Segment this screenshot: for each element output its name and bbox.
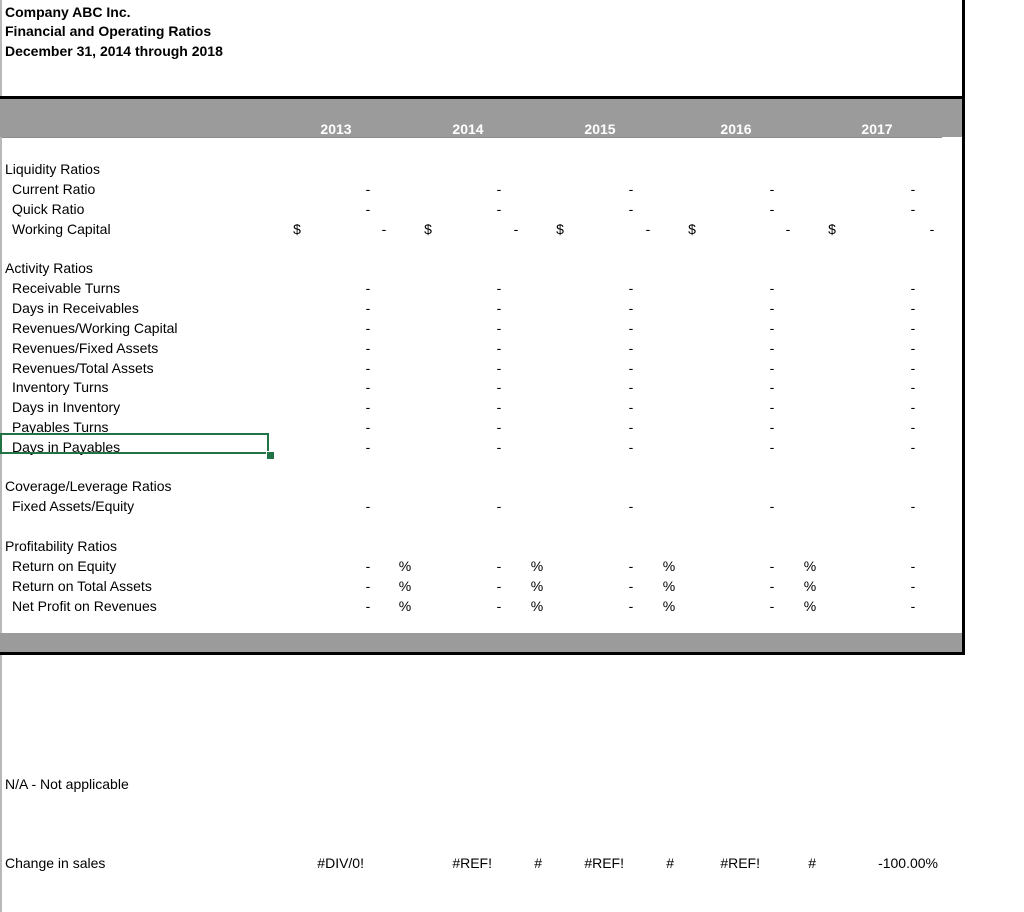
value-dash-cell[interactable]: - bbox=[910, 578, 916, 594]
value-dash-cell[interactable]: - bbox=[910, 439, 916, 455]
value-dash-cell[interactable]: - bbox=[496, 399, 502, 415]
value-dash-cell[interactable]: - bbox=[365, 181, 371, 197]
value-dash-cell[interactable]: - bbox=[628, 280, 634, 296]
value-dash-cell[interactable]: - bbox=[496, 439, 502, 455]
report-period[interactable]: December 31, 2014 through 2018 bbox=[5, 43, 223, 59]
value-dash-cell[interactable]: - bbox=[769, 439, 775, 455]
value-dash-cell[interactable]: - bbox=[910, 340, 916, 356]
value-dash-cell[interactable]: - bbox=[496, 598, 502, 614]
change-in-sales-value[interactable]: -100.00% bbox=[878, 855, 938, 871]
value-dash-cell[interactable]: - bbox=[365, 498, 371, 514]
value-dash-cell[interactable]: - bbox=[496, 201, 502, 217]
row-label-quick-ratio[interactable]: Quick Ratio bbox=[12, 201, 85, 217]
value-dash-cell[interactable]: - bbox=[910, 498, 916, 514]
value-dash-cell[interactable]: - bbox=[769, 201, 775, 217]
percent-symbol-cell[interactable]: % bbox=[530, 578, 544, 594]
value-dash-cell[interactable]: - bbox=[365, 360, 371, 376]
value-dash-cell[interactable]: - bbox=[769, 419, 775, 435]
row-label-revenues-total-assets[interactable]: Revenues/Total Assets bbox=[12, 360, 154, 376]
section-title-activity[interactable]: Activity Ratios bbox=[5, 260, 93, 276]
year-header-2013[interactable]: 2013 bbox=[320, 121, 352, 137]
change-in-sales-value[interactable]: # bbox=[534, 855, 542, 871]
value-dash-cell[interactable]: - bbox=[769, 399, 775, 415]
value-dash-cell[interactable]: - bbox=[910, 558, 916, 574]
percent-symbol-cell[interactable]: % bbox=[398, 578, 412, 594]
row-label-return-on-equity[interactable]: Return on Equity bbox=[12, 558, 117, 574]
value-dash-cell[interactable]: - bbox=[910, 379, 916, 395]
percent-symbol-cell[interactable]: % bbox=[662, 558, 676, 574]
value-dash-cell[interactable]: - bbox=[628, 399, 634, 415]
value-dash-cell[interactable]: - bbox=[910, 360, 916, 376]
row-label-days-in-inventory[interactable]: Days in Inventory bbox=[12, 399, 121, 415]
value-dash-cell[interactable]: - bbox=[910, 181, 916, 197]
percent-symbol-cell[interactable]: % bbox=[803, 558, 817, 574]
value-dash-cell[interactable]: - bbox=[769, 360, 775, 376]
year-header-2016[interactable]: 2016 bbox=[720, 121, 752, 137]
change-in-sales-value[interactable]: #REF! bbox=[584, 855, 624, 871]
percent-symbol-cell[interactable]: % bbox=[803, 598, 817, 614]
value-dash-cell[interactable]: - bbox=[513, 221, 519, 237]
value-dash-cell[interactable]: - bbox=[628, 578, 634, 594]
value-dash-cell[interactable]: - bbox=[910, 399, 916, 415]
row-label-fixed-assets-equity[interactable]: Fixed Assets/Equity bbox=[12, 498, 135, 514]
value-dash-cell[interactable]: - bbox=[769, 578, 775, 594]
row-label-days-in-payables[interactable]: Days in Payables bbox=[12, 439, 121, 455]
value-dash-cell[interactable]: - bbox=[365, 379, 371, 395]
fill-handle[interactable] bbox=[266, 451, 275, 460]
percent-symbol-cell[interactable]: % bbox=[662, 598, 676, 614]
value-dash-cell[interactable]: - bbox=[365, 558, 371, 574]
percent-symbol-cell[interactable]: % bbox=[530, 558, 544, 574]
value-dash-cell[interactable]: - bbox=[365, 280, 371, 296]
value-dash-cell[interactable]: - bbox=[785, 221, 791, 237]
change-in-sales-value[interactable]: # bbox=[808, 855, 816, 871]
row-label-working-capital[interactable]: Working Capital bbox=[12, 221, 111, 237]
value-dash-cell[interactable]: - bbox=[628, 598, 634, 614]
value-dash-cell[interactable]: - bbox=[496, 558, 502, 574]
table-footer-band bbox=[0, 633, 962, 652]
value-dash-cell[interactable]: - bbox=[628, 340, 634, 356]
change-in-sales-value[interactable]: #REF! bbox=[452, 855, 492, 871]
row-label-revenues-working-capital[interactable]: Revenues/Working Capital bbox=[12, 320, 178, 336]
row-label-revenues-fixed-assets[interactable]: Revenues/Fixed Assets bbox=[12, 340, 159, 356]
percent-symbol-cell[interactable]: % bbox=[803, 578, 817, 594]
value-dash-cell[interactable]: - bbox=[496, 360, 502, 376]
row-label-return-on-total-assets[interactable]: Return on Total Assets bbox=[12, 578, 152, 594]
currency-symbol-cell[interactable]: $ bbox=[828, 221, 836, 237]
value-dash-cell[interactable]: - bbox=[496, 181, 502, 197]
value-dash-cell[interactable]: - bbox=[496, 379, 502, 395]
section-title-profitability[interactable]: Profitability Ratios bbox=[5, 538, 118, 554]
company-name[interactable]: Company ABC Inc. bbox=[5, 4, 131, 20]
value-dash-cell[interactable]: - bbox=[628, 201, 634, 217]
value-dash-cell[interactable]: - bbox=[769, 598, 775, 614]
value-dash-cell[interactable]: - bbox=[769, 340, 775, 356]
value-dash-cell[interactable]: - bbox=[628, 379, 634, 395]
year-header-2014[interactable]: 2014 bbox=[452, 121, 484, 137]
value-dash-cell[interactable]: - bbox=[769, 558, 775, 574]
value-dash-cell[interactable]: - bbox=[628, 419, 634, 435]
value-dash-cell[interactable]: - bbox=[910, 201, 916, 217]
row-label-current-ratio[interactable]: Current Ratio bbox=[12, 181, 96, 197]
year-header-2017[interactable]: 2017 bbox=[861, 121, 893, 137]
value-dash-cell[interactable]: - bbox=[381, 221, 387, 237]
section-title-liquidity[interactable]: Liquidity Ratios bbox=[5, 161, 100, 177]
currency-symbol-cell[interactable]: $ bbox=[556, 221, 564, 237]
report-subtitle[interactable]: Financial and Operating Ratios bbox=[5, 23, 212, 39]
change-in-sales-value[interactable]: #DIV/0! bbox=[317, 855, 364, 871]
year-header-2015[interactable]: 2015 bbox=[584, 121, 616, 137]
row-label-days-in-receivables[interactable]: Days in Receivables bbox=[12, 300, 139, 316]
footnote-na[interactable]: N/A - Not applicable bbox=[5, 776, 129, 792]
currency-symbol-cell[interactable]: $ bbox=[688, 221, 696, 237]
value-dash-cell[interactable]: - bbox=[365, 598, 371, 614]
value-dash-cell[interactable]: - bbox=[769, 379, 775, 395]
change-in-sales-label[interactable]: Change in sales bbox=[5, 855, 106, 871]
row-label-inventory-turns[interactable]: Inventory Turns bbox=[12, 379, 109, 395]
value-dash-cell[interactable]: - bbox=[769, 300, 775, 316]
percent-symbol-cell[interactable]: % bbox=[662, 578, 676, 594]
value-dash-cell[interactable]: - bbox=[910, 598, 916, 614]
value-dash-cell[interactable]: - bbox=[645, 221, 651, 237]
value-dash-cell[interactable]: - bbox=[365, 419, 371, 435]
value-dash-cell[interactable]: - bbox=[496, 578, 502, 594]
value-dash-cell[interactable]: - bbox=[365, 201, 371, 217]
value-dash-cell[interactable]: - bbox=[769, 181, 775, 197]
value-dash-cell[interactable]: - bbox=[496, 280, 502, 296]
row-label-payables-turns[interactable]: Payables Turns bbox=[12, 419, 109, 435]
section-title-coverage[interactable]: Coverage/Leverage Ratios bbox=[5, 478, 172, 494]
value-dash-cell[interactable]: - bbox=[365, 578, 371, 594]
value-dash-cell[interactable]: - bbox=[628, 360, 634, 376]
value-dash-cell[interactable]: - bbox=[910, 300, 916, 316]
row-label-net-profit-on-revenues[interactable]: Net Profit on Revenues bbox=[12, 598, 157, 614]
value-dash-cell[interactable]: - bbox=[365, 300, 371, 316]
value-dash-cell[interactable]: - bbox=[496, 320, 502, 336]
value-dash-cell[interactable]: - bbox=[910, 320, 916, 336]
value-dash-cell[interactable]: - bbox=[769, 498, 775, 514]
value-dash-cell[interactable]: - bbox=[769, 320, 775, 336]
value-dash-cell[interactable]: - bbox=[365, 340, 371, 356]
value-dash-cell[interactable]: - bbox=[365, 439, 371, 455]
percent-symbol-cell[interactable]: % bbox=[398, 598, 412, 614]
value-dash-cell[interactable]: - bbox=[496, 300, 502, 316]
value-dash-cell[interactable]: - bbox=[628, 498, 634, 514]
value-dash-cell[interactable]: - bbox=[628, 439, 634, 455]
currency-symbol-cell[interactable]: $ bbox=[424, 221, 432, 237]
change-in-sales-value[interactable]: #REF! bbox=[720, 855, 760, 871]
value-dash-cell[interactable]: - bbox=[628, 320, 634, 336]
percent-symbol-cell[interactable]: % bbox=[398, 558, 412, 574]
change-in-sales-value[interactable]: # bbox=[666, 855, 674, 871]
percent-symbol-cell[interactable]: % bbox=[530, 598, 544, 614]
value-dash-cell[interactable]: - bbox=[910, 280, 916, 296]
value-dash-cell[interactable]: - bbox=[910, 419, 916, 435]
value-dash-cell[interactable]: - bbox=[496, 498, 502, 514]
value-dash-cell[interactable]: - bbox=[628, 300, 634, 316]
value-dash-cell[interactable]: - bbox=[628, 558, 634, 574]
selected-cell-outline[interactable] bbox=[0, 433, 269, 454]
value-dash-cell[interactable]: - bbox=[496, 340, 502, 356]
value-dash-cell[interactable]: - bbox=[365, 320, 371, 336]
row-label-receivable-turns[interactable]: Receivable Turns bbox=[12, 280, 121, 296]
value-dash-cell[interactable]: - bbox=[365, 399, 371, 415]
value-dash-cell[interactable]: - bbox=[769, 280, 775, 296]
value-dash-cell[interactable]: - bbox=[929, 221, 935, 237]
value-dash-cell[interactable]: - bbox=[628, 181, 634, 197]
value-dash-cell[interactable]: - bbox=[496, 419, 502, 435]
table-bottom-border bbox=[0, 652, 965, 655]
currency-symbol-cell[interactable]: $ bbox=[293, 221, 301, 237]
